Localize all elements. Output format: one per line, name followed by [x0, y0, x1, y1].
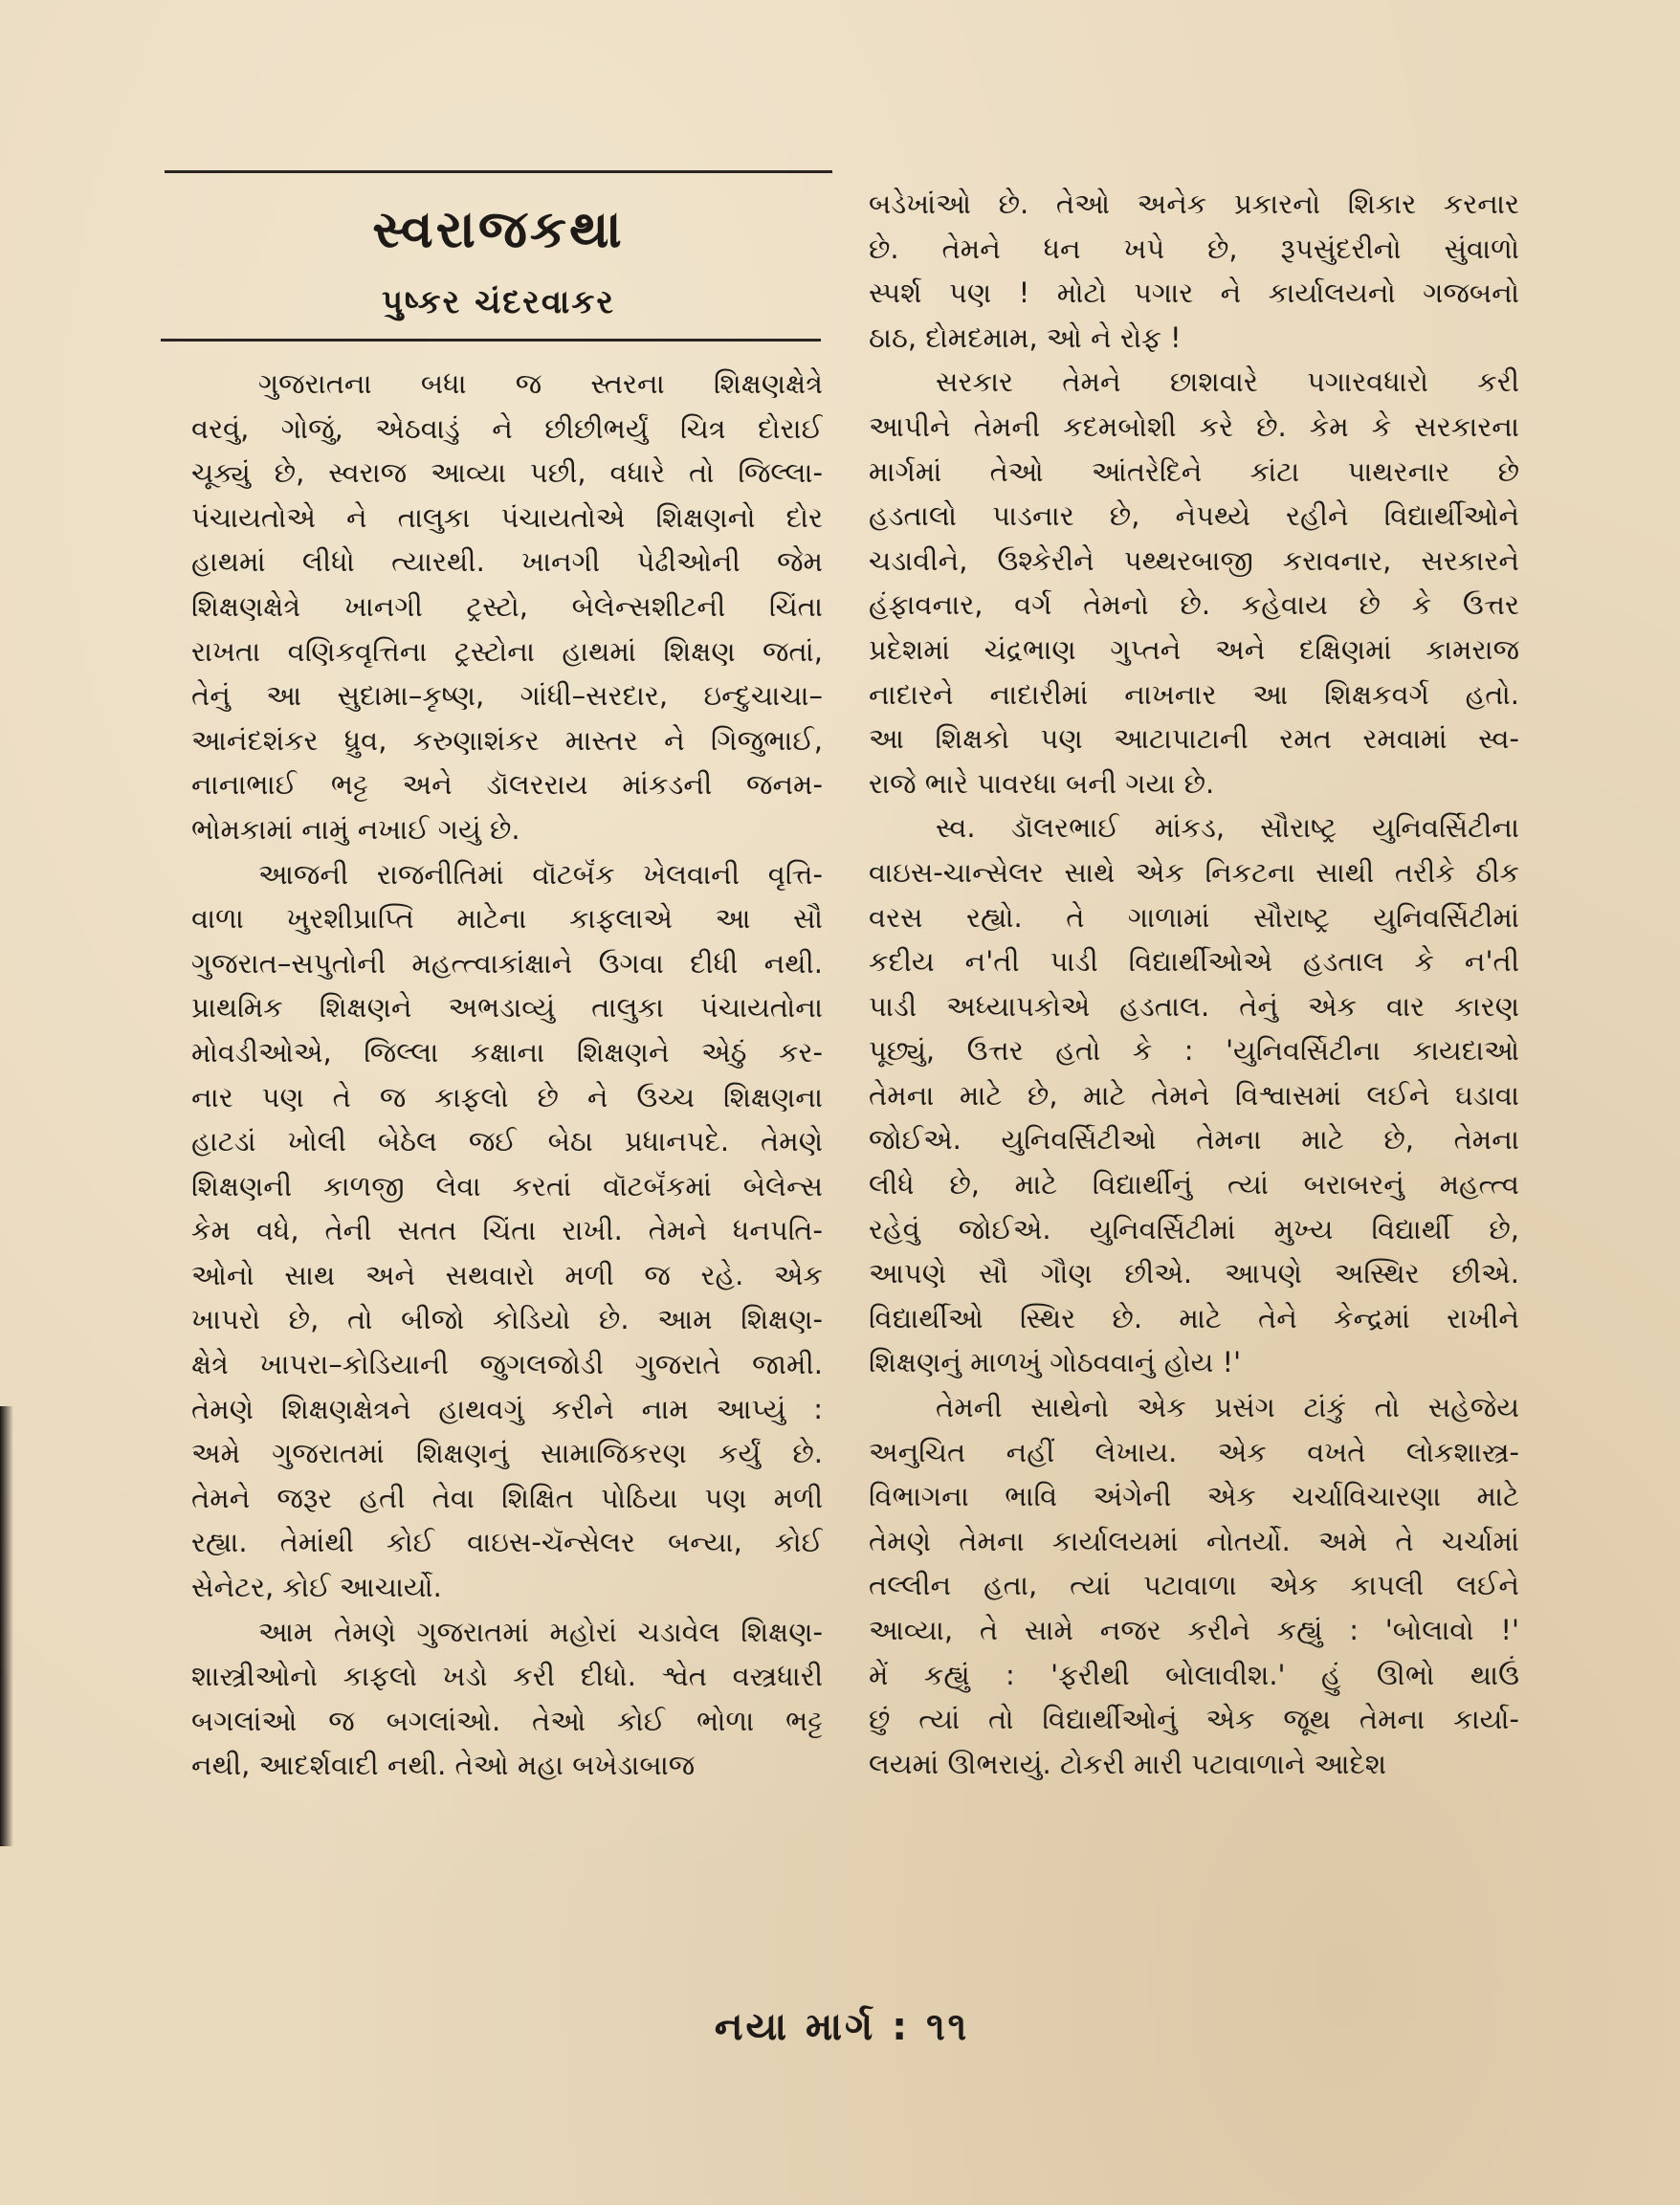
text-line: ગુજરાતના બધા જ સ્તરના શિક્ષણક્ષેત્રે	[258, 367, 823, 400]
text-line: આજની રાજનીતિમાં વૉટબૅંક ખેલવાની વૃત્તિ-	[258, 857, 823, 891]
text-line: આપણે સૌ ગૌણ છીએ. આપણે અસ્થિર છીએ.	[869, 1257, 1519, 1290]
article-title: સ્વરાજકથા	[372, 199, 625, 259]
text-line: ચડાવીને, ઉશ્કેરીને પથ્થરબાજી કરાવનાર, સરકારને	[869, 543, 1519, 577]
text-line: અનુચિત નહીં લેખાય. એક વખતે લોકશાસ્ત્ર-	[869, 1435, 1519, 1468]
text-line: નાર પણ તે જ કાફલો છે ને ઉચ્ચ શિક્ષણના	[191, 1080, 823, 1114]
text-line: પ્રદેશમાં ચંદ્રભાણ ગુપ્તને અને દક્ષિણમાં કામરાજ	[869, 632, 1519, 666]
paragraph	[191, 852, 823, 1610]
title-top-rule	[165, 170, 832, 173]
text-line: છું ત્યાં તો વિદ્યાર્થીઓનું એક જૂથ તેમના કાર્યા-	[869, 1703, 1519, 1736]
text-line: રહ્યા. તેમાંથી કોઈ વાઇસ-ચૅન્સેલર બન્યા, કોઈ	[191, 1526, 823, 1559]
text-line: તેનું આ સુદામા–કૃષ્ણ, ગાંધી–સરદાર, ઇન્દુચાચા–	[191, 679, 823, 713]
text-line: લીધે છે, માટે વિદ્યાર્થીનું ત્યાં બરાબરનું મહત્ત્વ	[869, 1168, 1519, 1202]
text-line: જોઈએ. યુનિવર્સિટીઓ તેમના માટે છે, તેમના	[869, 1123, 1519, 1157]
text-line: હડતાલો પાડનાર છે, નેપથ્યે રહીને વિદ્યાર્થીઓને	[869, 499, 1519, 533]
paragraph	[869, 805, 1519, 1385]
paragraph	[191, 1610, 823, 1788]
text-line: અમે ગુજરાતમાં શિક્ષણનું સામાજિકરણ કર્યું છે.	[191, 1437, 823, 1470]
text-line: ખાપરો છે, તો બીજો કોડિયો છે. આમ શિક્ષણ-	[191, 1303, 823, 1336]
text-line: તેમના માટે છે, માટે તેમને વિશ્વાસમાં લઈને ઘડાવા	[869, 1078, 1519, 1112]
text-line: તેમણે તેમના કાર્યાલયમાં નોતર્યો. અમે તે ચર્ચામાં	[869, 1524, 1519, 1557]
page-footer: નયા માર્ગ : ૧૧	[714, 2005, 970, 2049]
text-line: લયમાં ઊભરાયું. ટોકરી મારી પટાવાળાને આદેશ	[869, 1747, 1387, 1780]
text-line: રાખતા વણિકવૃત્તિના ટ્રસ્ટોના હાથમાં શિક્ષણ જતાં,	[191, 634, 823, 668]
text-line: તેમની સાથેનો એક પ્રસંગ ટાંકું તો સહેજેય	[936, 1391, 1519, 1424]
text-line: સરકાર તેમને છાશવારે પગારવધારો કરી	[936, 365, 1519, 399]
text-line: આવ્યા, તે સામે નજર કરીને કહ્યું : 'બોલાવો !'	[869, 1614, 1519, 1646]
text-line: પંચાયતોએ ને તાલુકા પંચાયતોએ શિક્ષણનો દોર	[191, 500, 823, 534]
text-line: શાસ્ત્રીઓનો કાફલો ખડો કરી દીધો. શ્વેત વસ્ત્રધારી	[191, 1660, 823, 1693]
text-line: વિદ્યાર્થીઓ સ્થિર છે. માટે તેને કેન્દ્રમાં રાખીને	[869, 1301, 1519, 1334]
text-line: ઠાઠ, દોમદમામ, ઓ ને રોફ !	[869, 320, 1182, 354]
text-line: વિભાગના ભાવિ અંગેની એક ચર્ચાવિચારણા માટે	[869, 1480, 1519, 1513]
text-line: મેં કહ્યું : 'ફરીથી બોલાવીશ.' હું ઊભો થાઉં	[869, 1658, 1519, 1691]
text-line: હાટડાં ખોલી બેઠેલ જઈ બેઠા પ્રધાનપદે. તેમણે	[191, 1125, 823, 1158]
title-bottom-rule	[161, 339, 821, 342]
text-line: કેમ વધે, તેની સતત ચિંતા રાખી. તેમને ધનપતિ-	[191, 1214, 823, 1247]
text-line: પૂછ્યું, ઉત્તર હતો કે : 'યુનિવર્સિટીના કાયદાઓ	[869, 1034, 1519, 1068]
text-line: તેમણે શિક્ષણક્ષેત્રને હાથવગું કરીને નામ આપ્યું :	[191, 1392, 823, 1425]
text-line: નાદારને નાદારીમાં નાખનાર આ શિક્ષકવર્ગ હતો.	[869, 677, 1519, 711]
paragraph	[191, 362, 823, 852]
text-line: ઓનો સાથ અને સથવારો મળી જ રહે. એક	[191, 1258, 823, 1291]
text-line: માર્ગમાં તેઓ આંતરેદિને કાંટા પાથરનાર છે	[869, 454, 1519, 488]
text-line: આમ તેમણે ગુજરાતમાં મહોરાં ચડાવેલ શિક્ષણ-	[258, 1615, 823, 1648]
text-line: વરસ રહ્યો. તે ગાળામાં સૌરાષ્ટ્ર યુનિવર્સિટીમાં	[869, 900, 1519, 934]
text-line: હંફાવનાર, વર્ગ તેમનો છે. કહેવાય છે કે ઉત્તર	[869, 588, 1519, 622]
text-line: પાડી અધ્યાપકોએ હડતાલ. તેનું એક વાર કારણ	[869, 989, 1519, 1023]
text-line: સ્પર્શ પણ ! મોટો પગાર ને કાર્યાલયનો ગજબનો	[869, 276, 1519, 310]
text-line: શિક્ષણક્ષેત્રે ખાનગી ટ્રસ્ટો, બેલેન્સશીટની ચિંતા	[191, 589, 823, 623]
text-line: કદીય ન'તી પાડી વિદ્યાર્થીઓએ હડતાલ કે ન'તી	[869, 945, 1519, 979]
text-line: તેમને જરૂર હતી તેવા શિક્ષિત પોઠિયા પણ મળી	[191, 1481, 823, 1514]
paragraph	[869, 182, 1519, 360]
text-line: ગુજરાત–સપુતોની મહત્ત્વાકાંક્ષાને ઉગવા દીધી નથી.	[191, 946, 823, 980]
text-line: બડેખાંઓ છે. તેઓ અનેક પ્રકારનો શિકાર કરનાર	[869, 187, 1519, 220]
text-line: શિક્ષણનું માળખું ગોઠવવાનું હોય !'	[869, 1346, 1242, 1379]
text-line: નથી, આદર્શવાદી નથી. તેઓ મહા બખેડાબાજ	[191, 1749, 696, 1782]
text-line: સ્વ. ડૉલરભાઈ માંકડ, સૌરાષ્ટ્ર યુનિવર્સિટીના	[936, 811, 1519, 845]
text-line: છે. તેમને ધન ખપે છે, રૂપસુંદરીનો સુંવાળો	[869, 232, 1519, 265]
paragraph	[869, 1385, 1519, 1786]
text-line: વાળા ખુરશીપ્રાપ્તિ માટેના કાફલાએ આ સૌ	[191, 902, 823, 936]
text-line: પ્રાથમિક શિક્ષણને અભડાવ્યું તાલુકા પંચાયતોના	[191, 991, 823, 1025]
text-line: તલ્લીન હતા, ત્યાં પટાવાળા એક કાપલી લઈને	[869, 1569, 1519, 1602]
text-line: હાથમાં લીધો ત્યારથી. ખાનગી પેઢીઓની જેમ	[191, 545, 823, 579]
text-line: શિક્ષણની કાળજી લેવા કરતાં વૉટબૅંકમાં બેલેન્સ	[191, 1169, 823, 1202]
text-line: મોવડીઓએ, જિલ્લા કક્ષાના શિક્ષણને એઠું કર-	[191, 1035, 823, 1069]
left-column	[191, 362, 823, 1788]
text-line: વાઇસ-ચાન્સેલર સાથે એક નિકટના સાથી તરીકે ઠીક	[869, 855, 1519, 889]
text-line: રહેવું જોઈએ. યુનિવર્સિટીમાં મુખ્ય વિદ્યાર્થી છે,	[869, 1212, 1519, 1246]
text-line: ભોમકામાં નામું નખાઈ ગયું છે.	[191, 812, 520, 846]
text-line: ચૂક્યું છે, સ્વરાજ આવ્યા પછી, વધારે તો જિલ્લા-	[191, 456, 823, 490]
text-line: ક્ષેત્રે ખાપરા–કોડિયાની જુગલજોડી ગુજરાતે જામી.	[191, 1348, 823, 1381]
text-line: આનંદશંકર ધ્રુવ, કરુણાશંકર માસ્તર ને ગિજુભાઈ,	[191, 723, 823, 757]
text-line: આપીને તેમની કદમબોશી કરે છે. કેમ કે સરકારના	[869, 409, 1519, 443]
text-line: નાનાભાઈ ભટ્ટ અને ડૉલરરાય માંકડની જનમ-	[191, 768, 823, 802]
right-column	[869, 182, 1519, 1786]
article-author: પુષ્કર ચંદરવાકર	[382, 283, 615, 321]
text-line: સેનેટર, કોઈ આચાર્યો.	[191, 1571, 442, 1604]
paragraph	[869, 360, 1519, 805]
text-line: બગલાંઓ જ બગલાંઓ. તેઓ કોઈ ભોળા ભટ્ટ	[191, 1704, 823, 1737]
text-line: વરવું, ગોજું, એઠવાડું ને છીછીભર્યું ચિત્ર દોરાઈ	[191, 411, 823, 445]
paper-edge-damage	[0, 1406, 13, 1846]
text-line: આ શિક્ષકો પણ આટાપાટાની રમત રમવામાં સ્વ-	[869, 722, 1519, 756]
text-line: રાજે ભારે પાવરધા બની ગયા છે.	[869, 766, 1215, 800]
